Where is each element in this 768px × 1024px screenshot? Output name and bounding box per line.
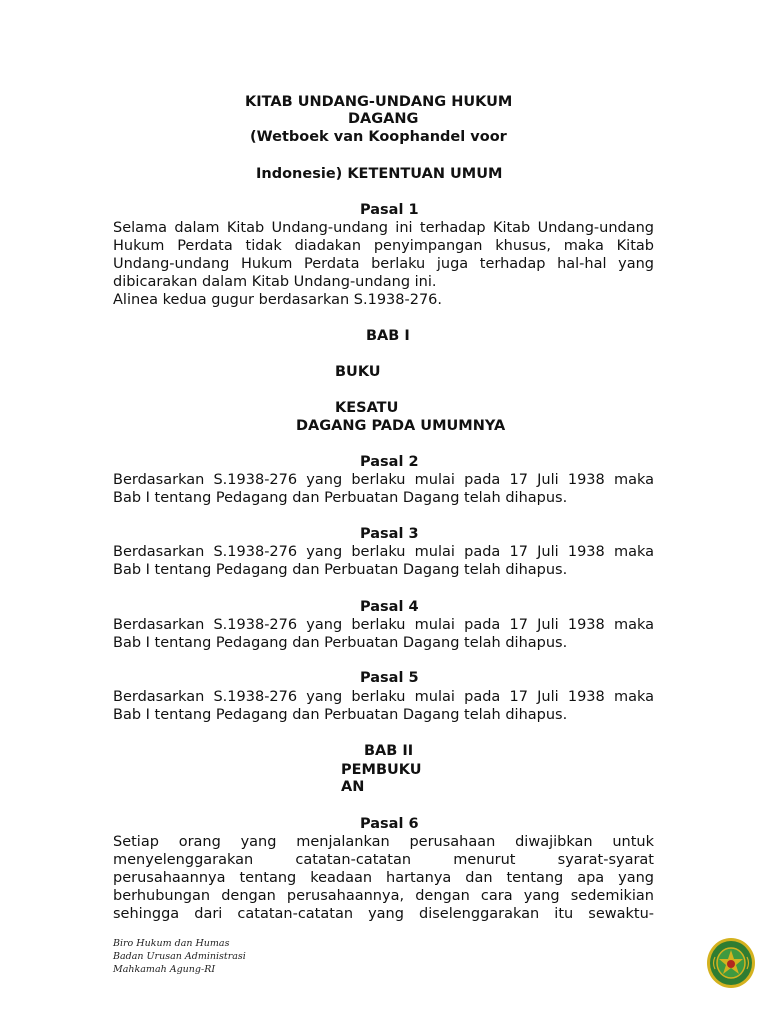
pasal-1-line: dibicarakan dalam Kitab Undang-undang ini. [113, 274, 437, 290]
pasal-1-heading: Pasal 1 [360, 202, 419, 218]
bab-1-heading: BAB I [366, 328, 410, 344]
pasal-5-heading: Pasal 5 [360, 670, 419, 686]
pasal-3-line: Berdasarkan S.1938-276 yang berlaku mulai pada 17 Juli 1938 maka [113, 544, 654, 560]
title-line-3: (Wetboek van Koophandel voor [250, 129, 507, 145]
title-line-4: Indonesie) KETENTUAN UMUM [256, 166, 503, 182]
pasal-5-line: Bab I tentang Pedagang dan Perbuatan Dagang telah dihapus. [113, 707, 568, 723]
bab-2-title-line-1: PEMBUKU [341, 762, 422, 778]
pasal-3-line: Bab I tentang Pedagang dan Perbuatan Dagang telah dihapus. [113, 562, 568, 578]
bab-2-heading: BAB II [364, 743, 414, 759]
pasal-6-heading: Pasal 6 [360, 816, 419, 832]
pasal-4-line: Bab I tentang Pedagang dan Perbuatan Dagang telah dihapus. [113, 635, 568, 651]
pasal-2-line: Bab I tentang Pedagang dan Perbuatan Dagang telah dihapus. [113, 490, 568, 506]
pasal-2-line: Berdasarkan S.1938-276 yang berlaku mulai pada 17 Juli 1938 maka [113, 472, 654, 488]
footer-line-2: Badan Urusan Administrasi [113, 951, 246, 962]
title-line-2: DAGANG [348, 111, 419, 127]
pasal-6-line: perusahaannya tentang keadaan hartanya dan tentang apa yang [113, 870, 654, 886]
pasal-1-line: Undang-undang Hukum Perdata berlaku juga terhadap hal-hal yang [113, 256, 654, 272]
bab-1-subtitle: DAGANG PADA UMUMNYA [296, 418, 506, 434]
pasal-6-line: sehingga dari catatan-catatan yang diselenggarakan itu sewaktu- [113, 906, 654, 922]
mahkamah-agung-seal-icon [706, 937, 756, 989]
bab-2-title-line-2: AN [341, 779, 365, 795]
buku-heading: BUKU [335, 364, 381, 380]
pasal-4-line: Berdasarkan S.1938-276 yang berlaku mulai pada 17 Juli 1938 maka [113, 617, 654, 633]
pasal-1-line: Alinea kedua gugur berdasarkan S.1938-276. [113, 292, 443, 308]
footer-line-1: Biro Hukum dan Humas [113, 938, 230, 949]
pasal-2-heading: Pasal 2 [360, 454, 419, 470]
pasal-1-line: Hukum Perdata tidak diadakan penyimpangan khusus, maka Kitab [113, 238, 654, 254]
pasal-6-line: berhubungan dengan perusahaannya, dengan cara yang sedemikian [113, 888, 654, 904]
kesatu-heading: KESATU [335, 400, 399, 416]
pasal-1-line: Selama dalam Kitab Undang-undang ini terhadap Kitab Undang-undang [113, 220, 654, 236]
footer [113, 937, 246, 976]
pasal-3-heading: Pasal 3 [360, 526, 419, 542]
pasal-4-heading: Pasal 4 [360, 599, 419, 615]
pasal-6-line: menyelenggarakan catatan-catatan menurut syarat-syarat [113, 852, 654, 868]
pasal-5-line: Berdasarkan S.1938-276 yang berlaku mulai pada 17 Juli 1938 maka [113, 689, 654, 705]
pasal-6-line: Setiap orang yang menjalankan perusahaan diwajibkan untuk [113, 834, 654, 850]
footer-line-3: Mahkamah Agung-RI [113, 964, 216, 975]
title-line-1: KITAB UNDANG-UNDANG HUKUM [245, 94, 513, 110]
